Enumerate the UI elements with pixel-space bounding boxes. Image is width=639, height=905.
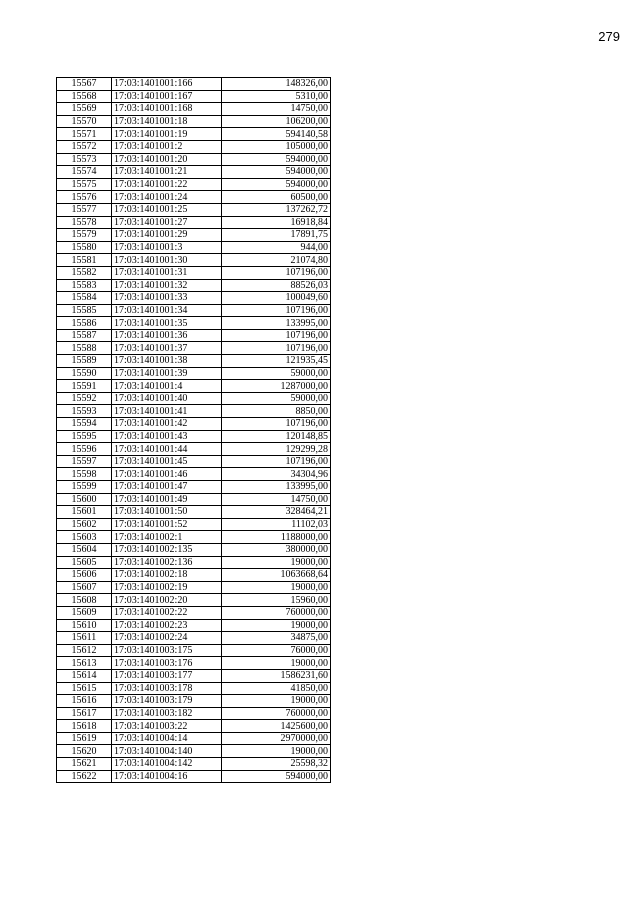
table-row: [57, 266, 331, 279]
row-number-cell: 15574: [57, 166, 112, 179]
cadastral-number-cell: 17:03:1401001:46: [112, 468, 222, 481]
row-number-cell: 15609: [57, 606, 112, 619]
table-row: [57, 329, 331, 342]
cadastral-number-cell: 17:03:1401001:38: [112, 355, 222, 368]
value-cell: 120148,85: [222, 430, 331, 443]
table-row: [57, 304, 331, 317]
value-cell: 25598,32: [222, 758, 331, 771]
value-cell: 19000,00: [222, 581, 331, 594]
table-row: [57, 481, 331, 494]
value-cell: 21074,80: [222, 254, 331, 267]
value-cell: 944,00: [222, 241, 331, 254]
row-number-cell: 15597: [57, 455, 112, 468]
value-cell: 14750,00: [222, 103, 331, 116]
cadastral-number-cell: 17:03:1401001:39: [112, 367, 222, 380]
value-cell: 88526,03: [222, 279, 331, 292]
value-cell: 5310,00: [222, 90, 331, 103]
cadastral-number-cell: 17:03:1401002:135: [112, 543, 222, 556]
value-cell: 107196,00: [222, 455, 331, 468]
cadastral-number-cell: 17:03:1401001:41: [112, 405, 222, 418]
cadastral-number-cell: 17:03:1401001:35: [112, 317, 222, 330]
cadastral-number-cell: 17:03:1401001:21: [112, 166, 222, 179]
cadastral-number-cell: 17:03:1401001:36: [112, 329, 222, 342]
row-number-cell: 15570: [57, 115, 112, 128]
table-row: [57, 103, 331, 116]
cadastral-number-cell: 17:03:1401001:52: [112, 518, 222, 531]
value-cell: 594000,00: [222, 178, 331, 191]
value-cell: 121935,45: [222, 355, 331, 368]
value-cell: 133995,00: [222, 317, 331, 330]
table-row: [57, 657, 331, 670]
table-row: [57, 581, 331, 594]
table-row: [57, 140, 331, 153]
row-number-cell: 15598: [57, 468, 112, 481]
cadastral-number-cell: 17:03:1401004:142: [112, 758, 222, 771]
cadastral-number-cell: 17:03:1401001:18: [112, 115, 222, 128]
cadastral-number-cell: 17:03:1401001:42: [112, 418, 222, 431]
cadastral-number-cell: 17:03:1401001:167: [112, 90, 222, 103]
row-number-cell: 15616: [57, 695, 112, 708]
row-number-cell: 15573: [57, 153, 112, 166]
value-cell: 19000,00: [222, 695, 331, 708]
row-number-cell: 15594: [57, 418, 112, 431]
value-cell: 133995,00: [222, 481, 331, 494]
cadastral-number-cell: 17:03:1401002:136: [112, 556, 222, 569]
cadastral-number-cell: 17:03:1401001:40: [112, 392, 222, 405]
row-number-cell: 15591: [57, 380, 112, 393]
row-number-cell: 15576: [57, 191, 112, 204]
value-cell: 107196,00: [222, 266, 331, 279]
value-cell: 107196,00: [222, 418, 331, 431]
value-cell: 1586231,60: [222, 669, 331, 682]
row-number-cell: 15599: [57, 481, 112, 494]
value-cell: 59000,00: [222, 392, 331, 405]
cadastral-number-cell: 17:03:1401002:22: [112, 606, 222, 619]
value-cell: 59000,00: [222, 367, 331, 380]
cadastral-number-cell: 17:03:1401002:23: [112, 619, 222, 632]
value-cell: 11102,03: [222, 518, 331, 531]
table-row: [57, 594, 331, 607]
value-cell: 1287000,00: [222, 380, 331, 393]
value-cell: 100049,60: [222, 292, 331, 305]
value-cell: 129299,28: [222, 443, 331, 456]
table-row: [57, 758, 331, 771]
table-row: [57, 770, 331, 783]
table-row: [57, 695, 331, 708]
table-row: [57, 468, 331, 481]
value-cell: 760000,00: [222, 606, 331, 619]
table-row: [57, 418, 331, 431]
row-number-cell: 15593: [57, 405, 112, 418]
row-number-cell: 15618: [57, 720, 112, 733]
cadastral-number-cell: 17:03:1401001:4: [112, 380, 222, 393]
row-number-cell: 15621: [57, 758, 112, 771]
row-number-cell: 15600: [57, 493, 112, 506]
value-cell: 34875,00: [222, 632, 331, 645]
row-number-cell: 15607: [57, 581, 112, 594]
cadastral-number-cell: 17:03:1401001:27: [112, 216, 222, 229]
row-number-cell: 15586: [57, 317, 112, 330]
row-number-cell: 15572: [57, 140, 112, 153]
cadastral-number-cell: 17:03:1401001:2: [112, 140, 222, 153]
row-number-cell: 15592: [57, 392, 112, 405]
cadastral-number-cell: 17:03:1401001:31: [112, 266, 222, 279]
table-row: [57, 191, 331, 204]
cadastral-number-cell: 17:03:1401002:24: [112, 632, 222, 645]
table-row: [57, 241, 331, 254]
value-cell: 594140,58: [222, 128, 331, 141]
value-cell: 148326,00: [222, 78, 331, 91]
cadastral-number-cell: 17:03:1401003:177: [112, 669, 222, 682]
cadastral-number-cell: 17:03:1401001:24: [112, 191, 222, 204]
table-row: [57, 166, 331, 179]
row-number-cell: 15603: [57, 531, 112, 544]
cadastral-number-cell: 17:03:1401001:19: [112, 128, 222, 141]
row-number-cell: 15583: [57, 279, 112, 292]
cadastral-number-cell: 17:03:1401003:175: [112, 644, 222, 657]
row-number-cell: 15606: [57, 569, 112, 582]
cadastral-number-cell: 17:03:1401001:33: [112, 292, 222, 305]
value-cell: 594000,00: [222, 153, 331, 166]
row-number-cell: 15589: [57, 355, 112, 368]
cadastral-number-cell: 17:03:1401001:168: [112, 103, 222, 116]
row-number-cell: 15622: [57, 770, 112, 783]
cadastral-number-cell: 17:03:1401001:50: [112, 506, 222, 519]
row-number-cell: 15604: [57, 543, 112, 556]
value-cell: 15960,00: [222, 594, 331, 607]
cadastral-number-cell: 17:03:1401001:43: [112, 430, 222, 443]
page-number: 279: [598, 29, 620, 44]
table-row: [57, 178, 331, 191]
row-number-cell: 15587: [57, 329, 112, 342]
table-row: [57, 367, 331, 380]
table-row: [57, 707, 331, 720]
table-row: [57, 493, 331, 506]
cadastral-value-table: [56, 77, 331, 783]
value-cell: 17891,75: [222, 229, 331, 242]
value-cell: 107196,00: [222, 342, 331, 355]
row-number-cell: 15601: [57, 506, 112, 519]
value-cell: 19000,00: [222, 556, 331, 569]
cadastral-number-cell: 17:03:1401001:166: [112, 78, 222, 91]
value-cell: 328464,21: [222, 506, 331, 519]
row-number-cell: 15610: [57, 619, 112, 632]
cadastral-number-cell: 17:03:1401002:1: [112, 531, 222, 544]
row-number-cell: 15596: [57, 443, 112, 456]
table-row: [57, 90, 331, 103]
row-number-cell: 15605: [57, 556, 112, 569]
table-row: [57, 531, 331, 544]
cadastral-number-cell: 17:03:1401004:14: [112, 732, 222, 745]
table-row: [57, 732, 331, 745]
cadastral-number-cell: 17:03:1401001:45: [112, 455, 222, 468]
value-cell: 380000,00: [222, 543, 331, 556]
cadastral-number-cell: 17:03:1401001:25: [112, 203, 222, 216]
row-number-cell: 15568: [57, 90, 112, 103]
value-cell: 107196,00: [222, 329, 331, 342]
row-number-cell: 15578: [57, 216, 112, 229]
cadastral-number-cell: 17:03:1401004:140: [112, 745, 222, 758]
table-row: [57, 619, 331, 632]
cadastral-number-cell: 17:03:1401003:22: [112, 720, 222, 733]
row-number-cell: 15588: [57, 342, 112, 355]
table-row: [57, 216, 331, 229]
table-row: [57, 745, 331, 758]
table-row: [57, 78, 331, 91]
table-row: [57, 317, 331, 330]
table-body: [57, 78, 331, 783]
row-number-cell: 15614: [57, 669, 112, 682]
table-row: [57, 380, 331, 393]
value-cell: 1425600,00: [222, 720, 331, 733]
value-cell: 19000,00: [222, 657, 331, 670]
value-cell: 760000,00: [222, 707, 331, 720]
row-number-cell: 15608: [57, 594, 112, 607]
value-cell: 76000,00: [222, 644, 331, 657]
table-row: [57, 669, 331, 682]
cadastral-number-cell: 17:03:1401001:32: [112, 279, 222, 292]
value-cell: 16918,84: [222, 216, 331, 229]
row-number-cell: 15590: [57, 367, 112, 380]
row-number-cell: 15595: [57, 430, 112, 443]
value-cell: 594000,00: [222, 166, 331, 179]
table-row: [57, 279, 331, 292]
row-number-cell: 15577: [57, 203, 112, 216]
table-row: [57, 632, 331, 645]
cadastral-number-cell: 17:03:1401004:16: [112, 770, 222, 783]
table-row: [57, 430, 331, 443]
cadastral-number-cell: 17:03:1401003:179: [112, 695, 222, 708]
row-number-cell: 15613: [57, 657, 112, 670]
value-cell: 106200,00: [222, 115, 331, 128]
row-number-cell: 15582: [57, 266, 112, 279]
table-row: [57, 355, 331, 368]
table-row: [57, 405, 331, 418]
value-cell: 34304,96: [222, 468, 331, 481]
table-row: [57, 682, 331, 695]
row-number-cell: 15617: [57, 707, 112, 720]
value-cell: 41850,00: [222, 682, 331, 695]
table-row: [57, 644, 331, 657]
row-number-cell: 15585: [57, 304, 112, 317]
row-number-cell: 15602: [57, 518, 112, 531]
table-row: [57, 506, 331, 519]
table-row: [57, 518, 331, 531]
cadastral-number-cell: 17:03:1401001:44: [112, 443, 222, 456]
cadastral-number-cell: 17:03:1401002:19: [112, 581, 222, 594]
row-number-cell: 15580: [57, 241, 112, 254]
row-number-cell: 15619: [57, 732, 112, 745]
row-number-cell: 15581: [57, 254, 112, 267]
table-row: [57, 556, 331, 569]
table-row: [57, 342, 331, 355]
table-row: [57, 292, 331, 305]
cadastral-number-cell: 17:03:1401001:47: [112, 481, 222, 494]
value-cell: 60500,00: [222, 191, 331, 204]
table-row: [57, 203, 331, 216]
table-row: [57, 455, 331, 468]
row-number-cell: 15569: [57, 103, 112, 116]
table-row: [57, 606, 331, 619]
row-number-cell: 15611: [57, 632, 112, 645]
row-number-cell: 15612: [57, 644, 112, 657]
cadastral-number-cell: 17:03:1401001:49: [112, 493, 222, 506]
table-row: [57, 543, 331, 556]
row-number-cell: 15575: [57, 178, 112, 191]
value-cell: 137262,72: [222, 203, 331, 216]
value-cell: 1188000,00: [222, 531, 331, 544]
row-number-cell: 15615: [57, 682, 112, 695]
table-row: [57, 443, 331, 456]
table-row: [57, 392, 331, 405]
value-cell: 105000,00: [222, 140, 331, 153]
cadastral-number-cell: 17:03:1401001:30: [112, 254, 222, 267]
row-number-cell: 15620: [57, 745, 112, 758]
cadastral-number-cell: 17:03:1401001:22: [112, 178, 222, 191]
value-cell: 8850,00: [222, 405, 331, 418]
cadastral-number-cell: 17:03:1401001:29: [112, 229, 222, 242]
cadastral-number-cell: 17:03:1401001:20: [112, 153, 222, 166]
row-number-cell: 15584: [57, 292, 112, 305]
value-cell: 14750,00: [222, 493, 331, 506]
table-row: [57, 720, 331, 733]
value-cell: 19000,00: [222, 619, 331, 632]
row-number-cell: 15567: [57, 78, 112, 91]
value-cell: 594000,00: [222, 770, 331, 783]
table-row: [57, 569, 331, 582]
cadastral-number-cell: 17:03:1401003:182: [112, 707, 222, 720]
cadastral-number-cell: 17:03:1401002:18: [112, 569, 222, 582]
cadastral-number-cell: 17:03:1401001:3: [112, 241, 222, 254]
value-cell: 1063668,64: [222, 569, 331, 582]
table-row: [57, 254, 331, 267]
cadastral-number-cell: 17:03:1401003:178: [112, 682, 222, 695]
table-row: [57, 128, 331, 141]
cadastral-number-cell: 17:03:1401001:34: [112, 304, 222, 317]
cadastral-number-cell: 17:03:1401003:176: [112, 657, 222, 670]
cadastral-number-cell: 17:03:1401002:20: [112, 594, 222, 607]
row-number-cell: 15579: [57, 229, 112, 242]
value-cell: 19000,00: [222, 745, 331, 758]
value-cell: 107196,00: [222, 304, 331, 317]
table-row: [57, 115, 331, 128]
cadastral-number-cell: 17:03:1401001:37: [112, 342, 222, 355]
row-number-cell: 15571: [57, 128, 112, 141]
value-cell: 2970000,00: [222, 732, 331, 745]
table-row: [57, 229, 331, 242]
table-row: [57, 153, 331, 166]
